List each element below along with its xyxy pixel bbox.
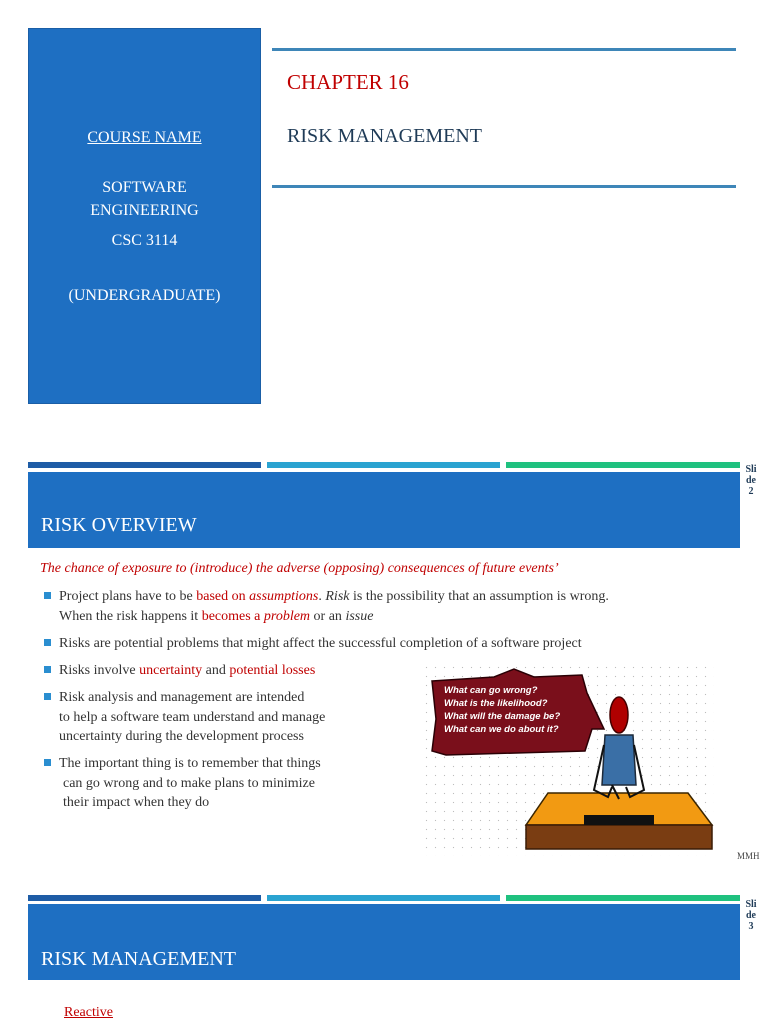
course-code: CSC 3114 bbox=[111, 232, 178, 249]
text-run: Risk analysis and management are intended bbox=[59, 690, 305, 705]
slide2-number: Slide 2 bbox=[745, 464, 757, 497]
course-title bbox=[29, 176, 260, 222]
slide3-title: RISK MANAGEMENT bbox=[41, 948, 236, 970]
desk-front bbox=[526, 825, 712, 849]
question-2: What is the likelihood? bbox=[444, 698, 548, 709]
footer-initials: MMH bbox=[737, 851, 760, 861]
person-head bbox=[610, 697, 628, 733]
course-panel bbox=[28, 28, 261, 404]
separator-bar-dark bbox=[28, 895, 261, 901]
bullet-5 bbox=[44, 754, 404, 813]
bullet-2-text: Risks are potential problems that might affect the successful completion of a software project bbox=[59, 636, 582, 651]
question-3: What will the damage be? bbox=[444, 711, 561, 722]
separator-bar-light bbox=[267, 895, 500, 901]
text-run: uncertainty during the development process bbox=[59, 729, 304, 744]
text-run: . bbox=[318, 589, 326, 604]
text-run: Project plans have to be bbox=[59, 589, 197, 604]
bullet-marker bbox=[44, 759, 51, 766]
text-run: becomes a bbox=[201, 608, 264, 624]
bullet-4 bbox=[44, 688, 404, 747]
slide2-title: RISK OVERVIEW bbox=[41, 514, 197, 536]
text-run: Risk bbox=[325, 589, 350, 604]
person-body bbox=[602, 735, 636, 785]
desk-slot bbox=[584, 815, 654, 825]
text-run: based on bbox=[196, 589, 250, 604]
text-run: Risks involve bbox=[59, 663, 140, 678]
text-run: their impact when they do bbox=[63, 795, 210, 810]
bullet-2 bbox=[44, 634, 734, 654]
bullet-marker bbox=[44, 639, 51, 646]
separator-bar-green bbox=[506, 895, 740, 901]
separator-bar-green bbox=[506, 462, 740, 468]
text-run: and bbox=[202, 663, 230, 678]
course-title-line2: ENGINEERING bbox=[90, 202, 199, 219]
bubble-text bbox=[444, 684, 560, 736]
separator-bar-light bbox=[267, 462, 500, 468]
slide3-number: Slide 3 bbox=[745, 899, 757, 932]
text-run: problem bbox=[263, 608, 311, 624]
bullet-marker bbox=[44, 592, 51, 599]
course-label: COURSE NAME bbox=[87, 129, 202, 146]
bullet-marker bbox=[44, 666, 51, 673]
bullet-3 bbox=[44, 661, 404, 681]
text-run: can go wrong and to make plans to minimize bbox=[63, 775, 315, 791]
text-run: or an bbox=[310, 608, 346, 624]
text-run: is the possibility that an assumption is wrong. bbox=[349, 589, 609, 604]
bottom-rule bbox=[272, 185, 736, 188]
slide3-header bbox=[28, 904, 740, 980]
text-run: to help a software team understand and manage bbox=[59, 709, 326, 725]
text-run: issue bbox=[345, 608, 374, 624]
top-rule bbox=[272, 48, 736, 51]
text-run: uncertainty bbox=[139, 663, 203, 678]
reactive-link[interactable]: Reactive bbox=[64, 1005, 113, 1020]
slide2-tagline: The chance of exposure to (introduce) the adverse (opposing) consequences of future events’ bbox=[40, 561, 559, 576]
risk-questions-illustration bbox=[422, 663, 714, 856]
text-run: potential losses bbox=[229, 663, 316, 678]
chapter-label: CHAPTER 16 bbox=[287, 70, 409, 94]
slide2-header bbox=[28, 472, 740, 548]
question-4: What can we do about it? bbox=[444, 724, 559, 735]
slide1-title: RISK MANAGEMENT bbox=[287, 125, 482, 147]
course-level: (UNDERGRADUATE) bbox=[68, 287, 221, 304]
course-title-line1: SOFTWARE bbox=[102, 179, 187, 196]
question-1: What can go wrong? bbox=[444, 685, 538, 696]
text-run: The important thing is to remember that things bbox=[59, 756, 321, 771]
bullet-1 bbox=[44, 587, 724, 626]
text-run: When the risk happens it bbox=[59, 608, 202, 624]
bullet-marker bbox=[44, 693, 51, 700]
separator-bar-dark bbox=[28, 462, 261, 468]
text-run: assumptions bbox=[249, 589, 319, 604]
